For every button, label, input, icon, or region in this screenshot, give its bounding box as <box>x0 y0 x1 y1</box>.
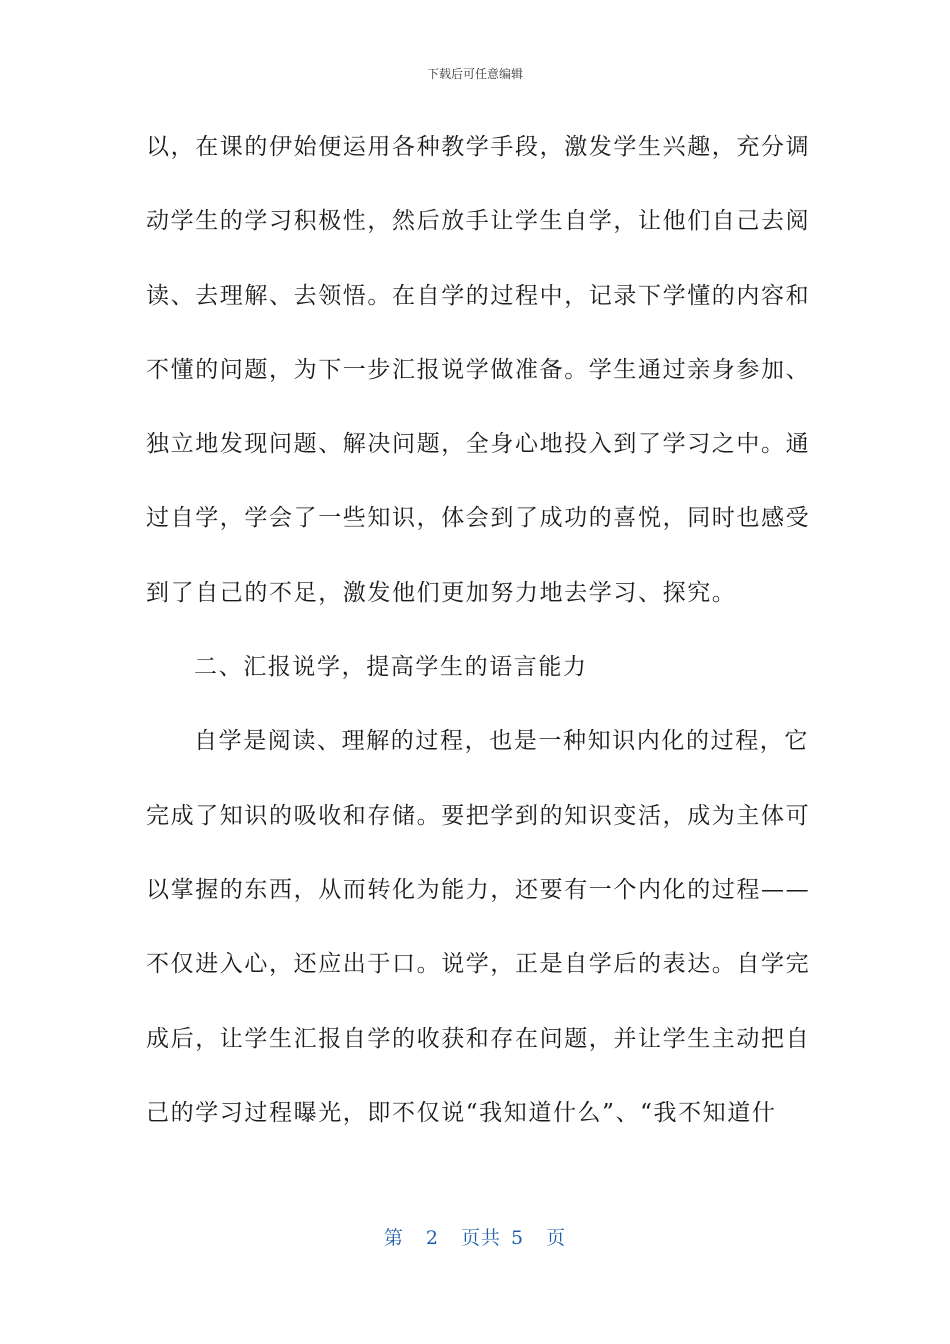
footer-middle: 页共 <box>460 1227 501 1249</box>
body-line: 到了自己的不足，激发他们更加努力地去学习、探究。 <box>146 579 737 606</box>
body-line: 动学生的学习积极性，然后放手让学生自学，让他们自己去阅 <box>146 208 811 235</box>
section-heading: 二、汇报说学，提高学生的语言能力 <box>194 654 588 681</box>
body-line: 己的学习过程曝光，即不仅说“我知道什么”、“我不知道什 <box>146 1099 777 1126</box>
body-line: 以，在课的伊始便运用各种教学手段，激发学生兴趣，充分调 <box>146 134 811 160</box>
document-body <box>146 120 811 1160</box>
body-line: 不懂的问题，为下一步汇报说学做准备。学生通过亲身参加、 <box>146 356 811 383</box>
body-line: 以掌握的东西，从而转化为能力，还要有一个内化的过程—— <box>146 876 811 903</box>
page-header-note: 下载后可任意编辑 <box>426 67 523 81</box>
body-line: 完成了知识的吸收和存储。要把学到的知识变活，成为主体可 <box>146 802 811 829</box>
page-footer <box>0 1224 950 1252</box>
body-line: 自学是阅读、理解的过程，也是一种知识内化的过程，它 <box>194 728 809 755</box>
body-line: 读、去理解、去领悟。在自学的过程中，记录下学懂的内容和 <box>146 282 811 309</box>
footer-page-number: 2 <box>425 1227 439 1249</box>
body-line: 过自学，学会了一些知识，体会到了成功的喜悦，同时也感受 <box>146 505 811 532</box>
body-line: 成后，让学生汇报自学的收获和存在问题，并让学生主动把自 <box>146 1025 811 1052</box>
body-line: 独立地发现问题、解决问题，全身心地投入到了学习之中。通 <box>146 431 811 458</box>
body-line: 不仅进入心，还应出于口。说学，正是自学后的表达。自学完 <box>146 951 811 978</box>
footer-suffix: 页 <box>546 1227 567 1249</box>
footer-total-pages: 5 <box>511 1227 525 1249</box>
footer-prefix: 第 <box>383 1227 404 1249</box>
